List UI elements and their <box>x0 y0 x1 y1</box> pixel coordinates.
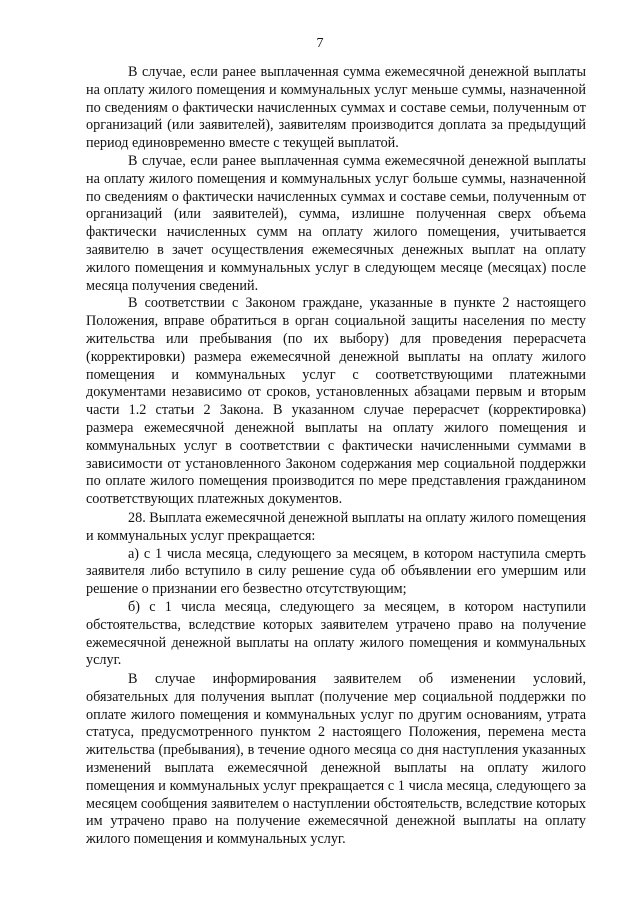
paragraph-overpayment: В случае, если ранее выплаченная сумма ежемесячной денежной выплаты на оплату жилого помещения и коммунальных услуг больше суммы, назначенной по сведениям о фактически начисленных суммах и составе семьи, полученным от организаций (или заявителей), сумма, излишне полученная сверх объема фактически начисленных сумм на оплату жилого помещения, учитывается заявителю в зачет осуществления ежемесячных денежных выплат на оплату жилого помещения и коммунальных услуг в следующем месяце (месяцах) после месяца получения сведений. <box>86 152 586 294</box>
paragraph-item-28b: б) с 1 числа месяца, следующего за месяцем, в котором наступили обстоятельства, вследствие которых заявителем утрачено право на получение ежемесячной денежной выплаты на оплату жилого помещения и коммунальных услуг. <box>86 598 586 669</box>
paragraph-underpayment: В случае, если ранее выплаченная сумма ежемесячной денежной выплаты на оплату жилого помещения и коммунальных услуг меньше суммы, назначенной по сведениям о фактически начисленных суммах и составе семьи, полученным от организаций (или заявителей), заявителям производится доплата за предыдущий период единовременно вместе с текущей выплатой. <box>86 64 586 152</box>
document-body <box>86 64 586 849</box>
paragraph-item-28: 28. Выплата ежемесячной денежной выплаты на оплату жилого помещения и коммунальных услуг прекращается: <box>86 509 586 544</box>
paragraph-item-28a: а) с 1 числа месяца, следующего за месяцем, в котором наступила смерть заявителя либо вступило в силу решение суда об объявлении его умершим или решение о признании его безвестно отсутствующим; <box>86 545 586 598</box>
paragraph-recalculation: В соответствии с Законом граждане, указанные в пункте 2 настоящего Положения, вправе обратиться в орган социальной защиты населения по месту жительства или пребывания (по их выбору) для проведения перерасчета (корректировки) размера ежемесячной денежной выплаты на оплату жилого помещения и коммунальных услуг с соответствующими платежными документами независимо от сроков, установленных абзацами первым и вторым части 1.2 статьи 2 Закона. В указанном случае перерасчет (корректировка) размера ежемесячной денежной выплаты на оплату жилого помещения и коммунальных услуг в соответствии с фактически начисленными суммами в зависимости от установленного Законом содержания мер социальной поддержки по оплате жилого помещения производится по мере представления гражданином соответствующих платежных документов. <box>86 295 586 508</box>
page-number: 7 <box>316 36 324 51</box>
paragraph-conditions-change: В случае информирования заявителем об изменении условий, обязательных для получения выплат (получение мер социальной поддержки по оплате жилого помещения и коммунальных услуг по другим основаниям, утрата статуса, предусмотренного пунктом 2 настоящего Положения, перемена места жительства (пребывания), в течение одного месяца со дня наступления указанных изменений выплата ежемесячной денежной выплаты на оплату жилого помещения и коммунальных услуг прекращается с 1 числа месяца, следующего за месяцем сообщения заявителем о наступлении обстоятельств, вследствие которых им утрачено право на получение ежемесячной денежной выплаты на оплату жилого помещения и коммунальных услуг. <box>86 671 586 848</box>
